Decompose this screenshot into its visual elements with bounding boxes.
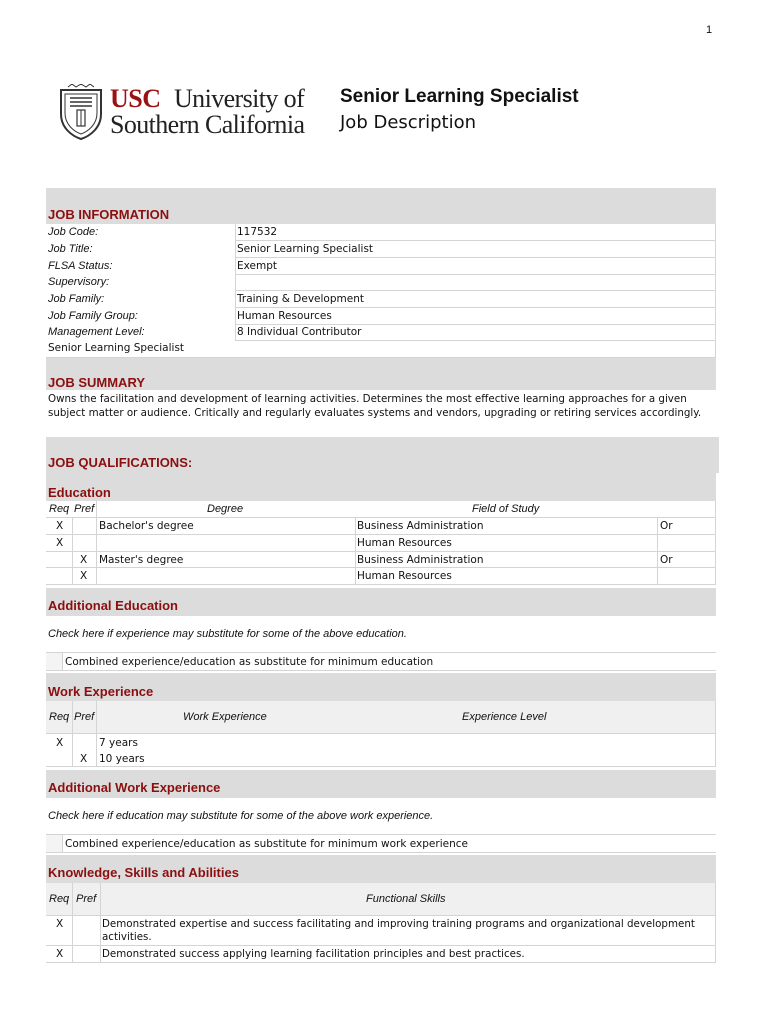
job-title-value: Senior Learning Specialist (237, 243, 374, 255)
job-information-heading: JOB INFORMATION (48, 207, 170, 222)
work-experience-col-req: Req (49, 711, 70, 723)
job-family-group-value: Human Resources (237, 310, 332, 322)
ksa-row-1-req: X (56, 918, 64, 930)
additional-work-experience-option: Combined experience/education as substitute for minimum work experience (65, 838, 468, 850)
ksa-row-2-line-1: Demonstrated success applying learning facilitation principles and best practices. (102, 948, 525, 960)
job-code-label: Job Code: (48, 226, 99, 238)
education-col-degree: Degree (207, 503, 244, 515)
additional-work-experience-heading: Additional Work Experience (48, 780, 221, 795)
education-row-2-field: Human Resources (357, 537, 452, 549)
ksa-col-skills: Functional Skills (366, 893, 446, 905)
education-col-pref: Pref (74, 503, 95, 515)
ksa-col-req: Req (49, 893, 70, 905)
ksa-row-1-line-1: Demonstrated expertise and success facilitating and improving training programs and organizational development (102, 918, 695, 930)
substitute-education-checkbox[interactable] (46, 653, 63, 670)
management-level-value: 8 Individual Contributor (237, 326, 362, 338)
education-row-1-conj: Or (660, 520, 673, 532)
additional-education-note: Check here if experience may substitute for some of the above education. (48, 628, 407, 640)
work-experience-row-2-years: 10 years (99, 753, 145, 765)
additional-education-heading: Additional Education (48, 598, 178, 613)
substitute-work-experience-checkbox[interactable] (46, 835, 63, 852)
job-summary-header-band (46, 358, 716, 390)
ksa-heading: Knowledge, Skills and Abilities (48, 865, 239, 880)
job-information-table (46, 224, 716, 358)
additional-education-option-row (46, 652, 716, 671)
education-row-4-field: Human Resources (357, 570, 452, 582)
job-summary-line-2: subject matter or audience. Critically and regularly evaluates systems and vendors, upgrading or retiring services accordingly. (48, 407, 702, 419)
education-row-1-req: X (56, 520, 64, 532)
education-row-2-req: X (56, 537, 64, 549)
work-experience-col-work: Work Experience (183, 711, 267, 723)
additional-work-experience-option-row (46, 834, 716, 853)
work-experience-heading: Work Experience (48, 684, 154, 699)
job-family-label: Job Family: (48, 293, 105, 305)
page-subtitle: Job Description (340, 112, 476, 133)
work-experience-col-pref: Pref (74, 711, 95, 723)
work-experience-table (46, 701, 716, 767)
education-row-3-degree: Master's degree (99, 554, 184, 566)
work-experience-col-level: Experience Level (462, 711, 547, 723)
supervisory-label: Supervisory: (48, 276, 110, 288)
flsa-status-label: FLSA Status: (48, 260, 113, 272)
page-number: 1 (706, 24, 713, 36)
page-title: Senior Learning Specialist (340, 86, 579, 107)
education-row-3-field: Business Administration (357, 554, 484, 566)
ksa-row-1-line-2: activities. (102, 931, 152, 943)
work-experience-row-2-pref: X (80, 753, 88, 765)
ksa-col-pref: Pref (76, 893, 97, 905)
flsa-status-value: Exempt (237, 260, 277, 272)
additional-education-option: Combined experience/education as substitute for minimum education (65, 656, 434, 668)
education-row-1-field: Business Administration (357, 520, 484, 532)
job-qualifications-heading: JOB QUALIFICATIONS: (48, 455, 193, 470)
education-col-field: Field of Study (472, 503, 540, 515)
additional-work-experience-note: Check here if education may substitute for some of the above work experience. (48, 810, 434, 822)
education-row-1-degree: Bachelor's degree (99, 520, 194, 532)
job-info-footer-title: Senior Learning Specialist (48, 342, 185, 354)
work-experience-row-1-years: 7 years (99, 737, 138, 749)
education-row-3-conj: Or (660, 554, 673, 566)
job-family-value: Training & Development (237, 293, 364, 305)
education-col-req: Req (49, 503, 70, 515)
job-title-label: Job Title: (48, 243, 93, 255)
ksa-row-2-req: X (56, 948, 64, 960)
management-level-label: Management Level: (48, 326, 145, 338)
job-code-value: 117532 (237, 226, 278, 238)
logo-southern-california: Southern California (110, 110, 305, 139)
education-table (46, 501, 716, 587)
education-header-band (46, 473, 716, 501)
job-summary-heading: JOB SUMMARY (48, 375, 146, 390)
ksa-table (46, 883, 716, 963)
job-family-group-label: Job Family Group: (48, 310, 138, 322)
logo-usc: USC (110, 84, 161, 113)
education-row-4-pref: X (80, 570, 88, 582)
usc-seal-icon (58, 84, 104, 140)
logo-university: University of (174, 84, 305, 113)
education-heading: Education (48, 485, 111, 500)
job-summary-line-1: Owns the facilitation and development of learning activities. Determines the most effective learning approaches for a given (48, 393, 687, 405)
usc-logo (58, 84, 328, 140)
education-row-3-pref: X (80, 554, 88, 566)
work-experience-row-1-req: X (56, 737, 64, 749)
